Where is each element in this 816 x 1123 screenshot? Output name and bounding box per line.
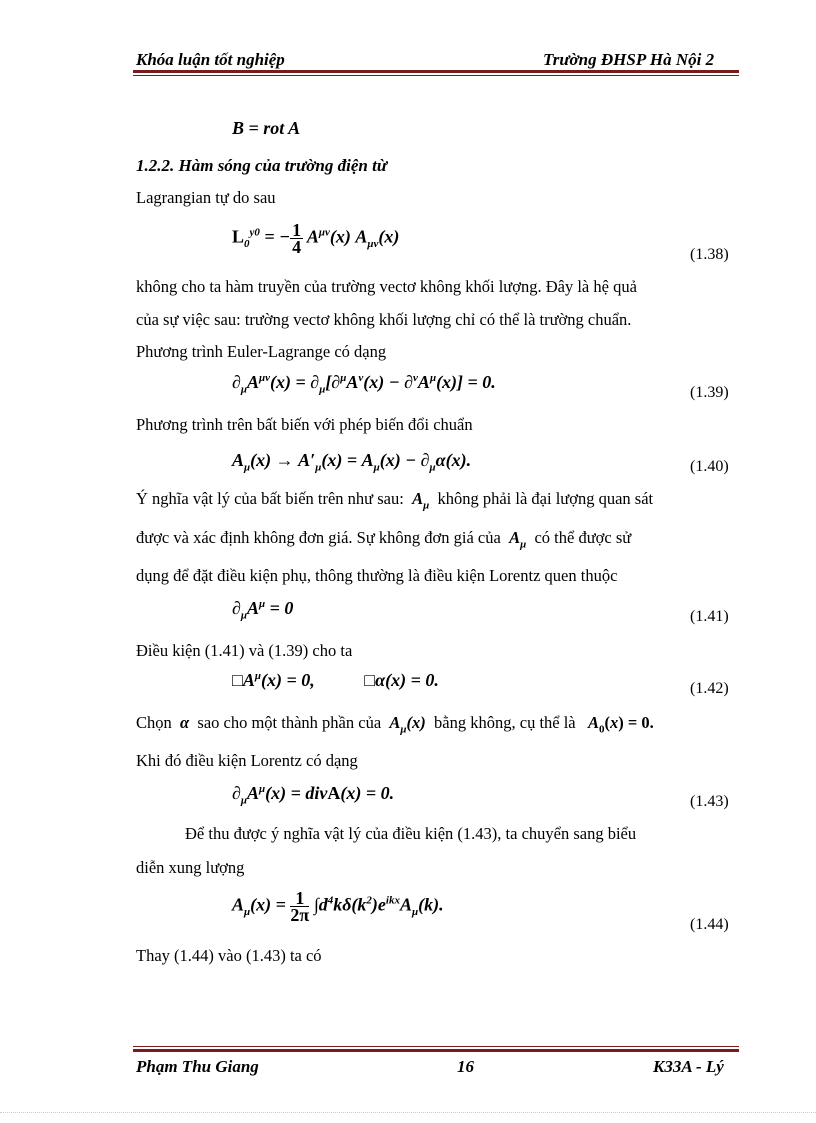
header-title-right: Trường ĐHSP Hà Nội 2 (543, 50, 715, 69)
equation-1-43: $\partial_\mu A^\mu(x)$ = divA(x) = 0. (232, 783, 395, 807)
paragraph-line: được và xác định không đơn giá. Sự không đơn giá của $A_\mu$ có thể được sử (136, 528, 632, 551)
equation-b-rot-a: B = rot A (232, 118, 301, 138)
equation-1-44: $A_\mu(x)$ = $\frac{1}{2\pi}$ $\int d^4k\delta(k^2)e^{ikx}A_\mu(k)$. (232, 888, 444, 925)
page-bottom-divider (0, 1112, 816, 1113)
equation-number: (1.44) (690, 916, 729, 933)
paragraph-line: Phương trình Euler-Lagrange có dạng (136, 342, 387, 361)
equation-number: (1.41) (690, 608, 729, 625)
header-rule-thick (133, 70, 739, 73)
equation-number: (1.42) (690, 680, 729, 697)
section-title: 1.2.2. Hàm sóng của trường điện từ (136, 156, 387, 175)
paragraph-line: Để thu được ý nghĩa vật lý của điều kiện (1.43), ta chuyển sang biểu (185, 824, 637, 843)
equation-1-41: $\partial_\mu A^\mu = 0$ (232, 598, 294, 622)
equation-1-42: $□A^\mu(x) = 0$, □α(x) = 0. (232, 670, 439, 690)
footer-class: K33A - Lý (653, 1057, 724, 1076)
paragraph-line: Khi đó điều kiện Lorentz có dạng (136, 751, 358, 770)
paragraph-line: không cho ta hàm truyền của trường vectơ không khối lượng. Đây là hệ quả (136, 277, 637, 296)
equation-number: (1.38) (690, 246, 729, 263)
text-span: có thể được sử (534, 528, 632, 547)
paragraph-line: của sự việc sau: trường vectơ không khối lượng chỉ có thể là trường chuẩn. (136, 310, 632, 329)
equation-number: (1.39) (690, 384, 729, 401)
paragraph-line: dụng để đặt điều kiện phụ, thông thường là điều kiện Lorentz quen thuộc (136, 566, 618, 585)
text-span: được và xác định không đơn giá. Sự không đơn giá của (136, 528, 501, 547)
text-span: Chọn (136, 713, 172, 732)
header-title-left: Khóa luận tốt nghiệp (136, 50, 285, 69)
footer-rule-thick (133, 1049, 739, 1052)
equation-number: (1.43) (690, 793, 729, 810)
text-span: không phải là đại lượng quan sát (437, 489, 654, 508)
paragraph-line: Chọn α sao cho một thành phần của $A_\mu(x)$ bằng không, cụ thể là $A_0(x) = 0$. (136, 713, 654, 736)
footer-page-number: 16 (457, 1057, 474, 1076)
paragraph-line: Phương trình trên bất biến với phép biến đổi chuẩn (136, 415, 473, 434)
text-span: Ý nghĩa vật lý của bất biến trên như sau: (136, 489, 404, 508)
text-span: sao cho một thành phần của (197, 713, 382, 732)
paragraph-line: Ý nghĩa vật lý của bất biến trên như sau: $A_\mu$ không phải là đại lượng quan sát (136, 489, 654, 512)
equation-1-40: $A_\mu(x) \to A'_\mu(x) = A_\mu(x) - \partial_\mu\alpha(x)$. (232, 450, 472, 474)
footer-rule-thin (133, 1046, 739, 1047)
text-span: bằng không, cụ thể là (434, 713, 576, 732)
footer-author: Phạm Thu Giang (136, 1057, 259, 1076)
header-rule-thin (133, 75, 739, 76)
paragraph-line: Điều kiện (1.41) và (1.39) cho ta (136, 641, 353, 660)
paragraph-line: diễn xung lượng (136, 858, 245, 877)
equation-number: (1.40) (690, 458, 729, 475)
paragraph-lagrangian: Lagrangian tự do sau (136, 188, 276, 207)
equation-1-39: $\partial_\mu A^{\mu\nu}(x) = \partial_\mu[\partial^\mu A^\nu(x) - \partial^\nu A^\mu(x)] = 0$. (232, 372, 496, 396)
equation-1-38: $L_0^{y0}$ = − $\frac{1}{4}$ $A^{\mu\nu}(x)$ $A_{\mu\nu}(x)$ (232, 220, 400, 257)
paragraph-line: Thay (1.44) vào (1.43) ta có (136, 946, 322, 965)
